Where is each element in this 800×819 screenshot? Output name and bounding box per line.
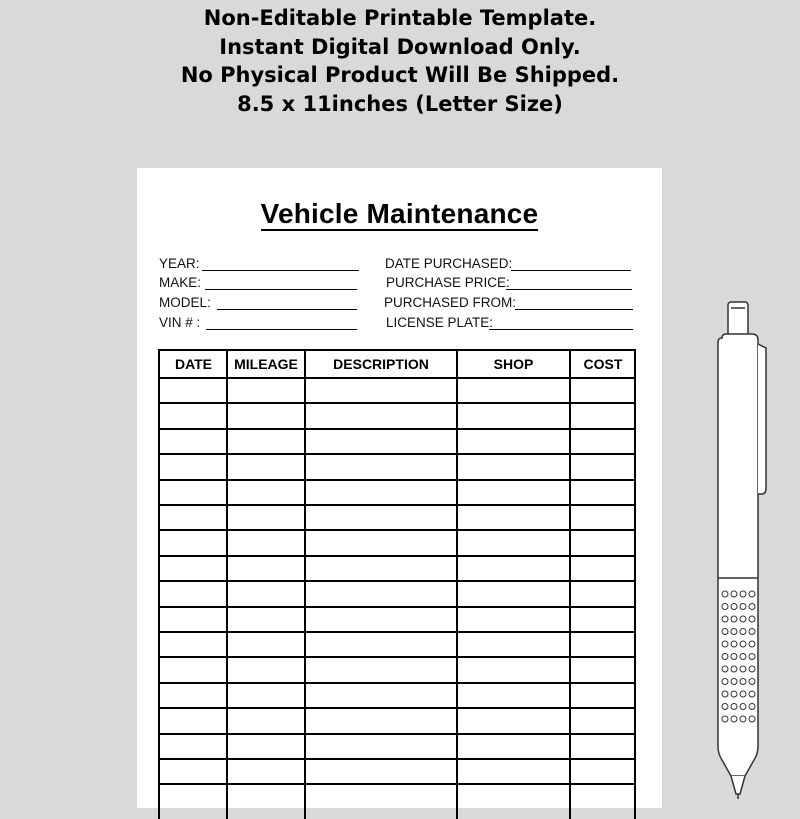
table-row-divider	[160, 733, 634, 735]
field-make-line	[205, 289, 357, 290]
sheet-title	[137, 198, 662, 230]
field-vin-label: VIN # :	[159, 315, 201, 330]
table-row-divider	[160, 580, 634, 582]
field-date-purchased-label: DATE PURCHASED:	[385, 256, 513, 271]
field-license-plate-label: LICENSE PLATE:	[386, 315, 494, 330]
notice-line-2: Instant Digital Download Only.	[219, 34, 581, 59]
table-row-divider	[160, 402, 634, 404]
product-notice	[0, 4, 800, 118]
pen-icon	[700, 298, 780, 800]
field-purchase-price-label: PURCHASE PRICE:	[386, 275, 510, 290]
field-vin-line	[206, 329, 357, 330]
notice-line-4: 8.5 x 11inches (Letter Size)	[237, 91, 563, 116]
table-row-divider	[160, 783, 634, 785]
field-license-plate-line	[489, 329, 633, 330]
sheet-title-text: Vehicle Maintenance	[260, 198, 539, 229]
table-row-divider	[160, 453, 634, 455]
column-header-description: DESCRIPTION	[333, 356, 429, 372]
table-row-divider	[160, 504, 634, 506]
column-divider	[569, 351, 571, 819]
table-row-divider	[160, 377, 634, 379]
table-row-divider	[160, 682, 634, 684]
table-row-divider	[160, 428, 634, 430]
field-purchased-from-line	[515, 309, 633, 310]
table-row-divider	[160, 758, 634, 760]
table-row-divider	[160, 479, 634, 481]
table-row-divider	[160, 631, 634, 633]
printable-sheet	[137, 168, 662, 808]
table-row-divider	[160, 656, 634, 658]
notice-line-1: Non-Editable Printable Template.	[203, 6, 597, 30]
column-header-shop: SHOP	[493, 356, 534, 372]
column-divider	[456, 351, 458, 819]
column-divider	[226, 351, 228, 819]
table-row-divider	[160, 529, 634, 531]
table-row-divider	[160, 606, 634, 608]
table-row-divider	[160, 555, 634, 557]
field-model-line	[217, 309, 357, 310]
column-header-mileage: MILEAGE	[234, 356, 298, 372]
field-year-line	[202, 270, 359, 271]
field-date-purchased-line	[511, 270, 631, 271]
column-divider	[304, 351, 306, 819]
maintenance-log-table	[158, 349, 636, 819]
field-model-label: MODEL:	[159, 295, 211, 310]
column-header-cost: COST	[583, 356, 623, 372]
field-purchased-from-label: PURCHASED FROM:	[384, 295, 517, 310]
notice-line-3: No Physical Product Will Be Shipped.	[180, 63, 620, 87]
column-header-date: DATE	[174, 356, 213, 372]
field-make-label: MAKE:	[159, 275, 202, 290]
table-row-divider	[160, 707, 634, 709]
field-year-label: YEAR:	[159, 256, 200, 271]
field-purchase-price-line	[506, 289, 632, 290]
